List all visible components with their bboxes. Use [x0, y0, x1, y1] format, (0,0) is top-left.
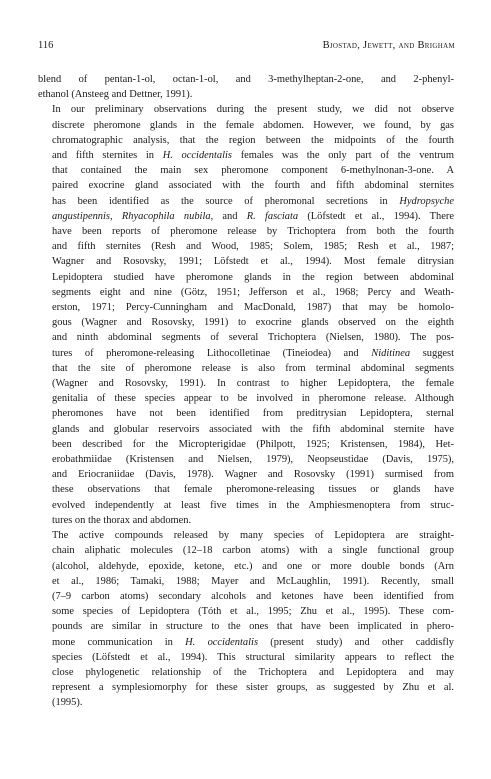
- text-line: chromatographic analysis, that the region between the midpoints of the fourth: [52, 134, 454, 146]
- text-line: these observations that female pheromone-releasing tissues or glands have: [52, 484, 454, 496]
- text-line: that contained the main sex pheromone component 6-methylnonan-3-one. A: [52, 165, 454, 177]
- text-line: has been identified as the source of pheromonal secretions in Hydropsyche: [52, 195, 454, 207]
- page-number: 116: [38, 40, 54, 51]
- text-line: (alcohol, aldehyde, epoxide, ketone, etc.) and one or more double bonds (Arn: [52, 560, 454, 572]
- text-line: represent a symplesiomorphy for these sister groups, as suggested by Zhu et al.: [52, 682, 454, 694]
- text-line: discrete pheromone glands in the female abdomen. However, we found, by gas: [52, 119, 454, 131]
- text-line: tures on the thorax and abdomen.: [52, 514, 192, 526]
- text-line: The active compounds released by many species of Lepidoptera are straight-: [52, 530, 454, 542]
- text-line: genitalia of these species appear to be involved in pheromone release. Although: [52, 393, 454, 405]
- text-line: pounds are similar in structure to the ones that have been implicated in phero-: [52, 621, 454, 633]
- text-line: In our preliminary observations during the present study, we did not observe: [52, 104, 454, 116]
- running-head: Bjostad, Jewett, and Brigham: [322, 40, 455, 51]
- text-line: close phylogenetic relationship of the Trichoptera and Lepidoptera and may: [52, 666, 454, 678]
- text-line: species (Löfstedt et al., 1994). This structural similarity appears to reflect the: [52, 651, 454, 663]
- text-line: (7–9 carbon atoms) secondary alcohols and ketones have been identified from: [52, 590, 454, 602]
- paragraph: [38, 528, 454, 710]
- text-line: paired exocrine gland associated with the fourth and fifth abdominal sternites: [52, 180, 454, 192]
- text-line: segments eight and nine (Götz, 1951; Jefferson et al., 1968; Percy and Weath-: [52, 286, 454, 298]
- page-header: [38, 40, 455, 54]
- paragraph: [38, 102, 454, 528]
- text-line: ethanol (Ansteeg and Dettner, 1991).: [38, 89, 193, 101]
- text-line: pheromones have not been identified from preditrysian Lepidoptera, sternal: [52, 408, 454, 420]
- text-line: glands and globular reservoirs associated with the fifth abdominal sternite have: [52, 423, 454, 435]
- text-line: have been reports of pheromone release by Trichoptera from both the fourth: [52, 226, 454, 238]
- text-line: et al., 1986; Tamaki, 1988; Mayer and McLaughlin, 1991). Recently, small: [52, 575, 454, 587]
- text-line: Lepidoptera studied have pheromone glands in the region between abdominal: [52, 271, 454, 283]
- text-line: and fifth sternites (Resh and Wood, 1985; Solem, 1985; Resh et al., 1987;: [52, 241, 454, 253]
- text-line: evolved independently at least five times in the Amphiesmenoptera from struc-: [52, 499, 454, 511]
- text-line: mone communication in H. occidentalis (present study) and other caddisfly: [52, 636, 454, 648]
- text-line: erston, 1971; Percy-Cunningham and MacDonald, 1987) that may be homolo-: [52, 302, 454, 314]
- text-line: tures of pheromone-releasing Lithocolletinae (Tineiodea) and Niditinea suggest: [52, 347, 454, 359]
- text-line: that the site of pheromone release is also from terminal abdominal segments: [52, 362, 454, 374]
- text-line: chain aliphatic molecules (12–18 carbon atoms) with a single functional group: [52, 545, 454, 557]
- text-line: erobathmiidae (Kristensen and Nielsen, 1979), Neopseustidae (Davis, 1975),: [52, 454, 454, 466]
- text-line: Wagner and Rosovsky, 1991; Löfstedt et al., 1994). Most female ditrysian: [52, 256, 454, 268]
- text-line: been described for the Micropterigidae (Philpott, 1925; Kristensen, 1984), Het-: [52, 438, 454, 450]
- text-line: and Eriocraniidae (Davis, 1978). Wagner and Rosovsky (1991) surmised from: [52, 469, 454, 481]
- text-line: angustipennis, Rhyacophila nubila, and R. fasciata (Löfstedt et al., 1994). There: [52, 210, 454, 222]
- text-line: gous (Wagner and Rosovsky, 1991) to exocrine glands observed on the eighth: [52, 317, 454, 329]
- text-line: some species of Lepidoptera (Tóth et al., 1995; Zhu et al., 1995). These com-: [52, 606, 454, 618]
- text-line: blend of pentan-1-ol, octan-1-ol, and 3-methylheptan-2-one, and 2-phenyl-: [38, 74, 454, 85]
- text-line: and fifth sternites in H. occidentalis females was the only part of the ventrum: [52, 150, 454, 162]
- text-line: and ninth abdominal segments of several Trichoptera (Nielsen, 1980). The pos-: [52, 332, 454, 344]
- paragraph: [38, 72, 454, 102]
- text-line: (Wagner and Rosovsky, 1991). In contrast to higher Lepidoptera, the female: [52, 378, 454, 390]
- body-text: [38, 72, 454, 711]
- text-line: (1995).: [52, 697, 83, 709]
